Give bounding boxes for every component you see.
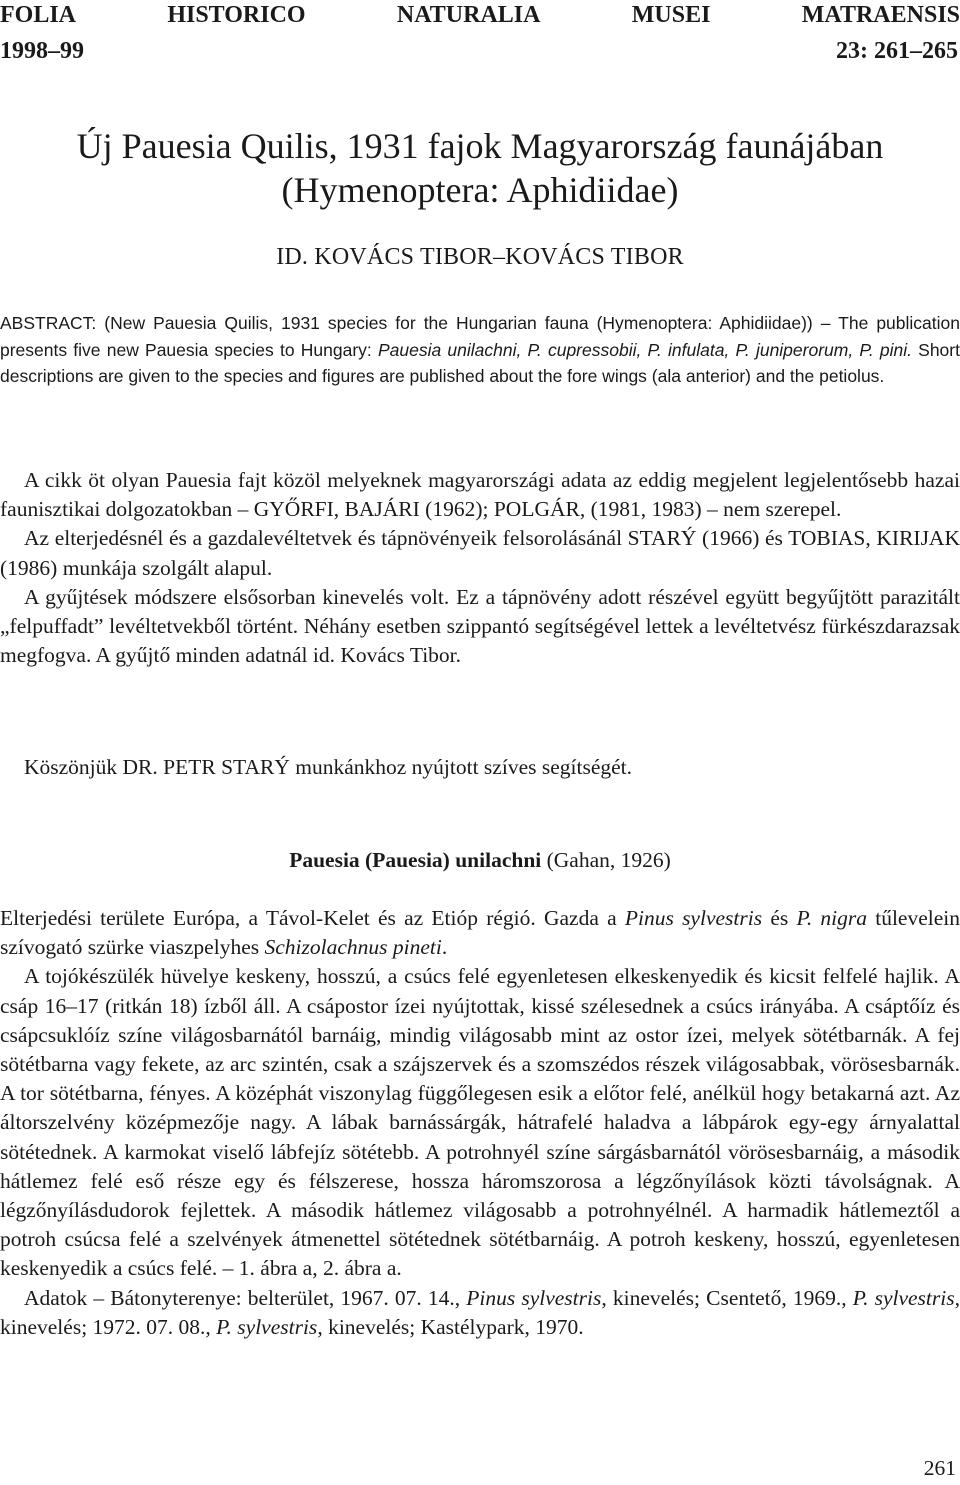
journal-word: HISTORICO — [167, 2, 306, 28]
species-name: Pauesia (Pauesia) unilachni — [289, 848, 542, 872]
title-line-2: (Hymenoptera: Aphidiidae) — [281, 170, 679, 210]
text-run: , kinevelés; 1972. 07. 08., — [0, 1285, 960, 1339]
species-heading — [0, 845, 960, 875]
intro-paragraph-3: A gyűjtések módszere elsősorban kinevelés volt. Ez a tápnövény adott részével együtt begyűjtött parazitált „felpuffadt” levéltetvekből történt. Néhány esetben szippantó segítségével lettek a levéltetvész fürkészdarazsak megfogva. A gyűjtő minden adatnál id. Kovács Tibor. — [0, 584, 960, 668]
taxon-name: Pinus sylvestris — [466, 1285, 602, 1310]
title-line-1: Új Pauesia Quilis, 1931 fajok Magyarország faunájában — [76, 126, 884, 166]
records-paragraph — [0, 1284, 960, 1342]
taxon-name: P. sylvestris — [852, 1285, 955, 1310]
journal-name — [0, 1, 960, 29]
text-run: , kinevelés; Kastélypark, 1970. — [317, 1314, 584, 1339]
text-run: tűlevelein szívogató szürke viaszpelyhes — [0, 906, 960, 960]
issue-info — [0, 36, 958, 66]
journal-word: MUSEI — [631, 2, 711, 28]
text-run: és — [762, 906, 797, 930]
description-paragraph: A tojókészülék hüvelye keskeny, hosszú, a csúcs felé egyenletesen elkeskenyedik és kicsit felfelé hajlik. A csáp 16–17 (ritkán 18) ízből áll. A csápostor ízei nyújtottak, kissé szélesednek a csúcs irányába. A csáptőíz és csápcsuklóíz színe világosbarnától barnáig, mindig világosabb mint az ostor ízei, melyek sötétbarnák. A fej sötétbarna vagy fekete, az arc szintén, csak a szájszervek és a szomszédos részek világosabbak, vörösesbarnák. A tor sötétbarna, fényes. A középhát viszonylag függőlegesen esik a előtor felé, anélkül hogy betakarná azt. Az áltorszelvény középmezője nagy. A lábak barnássárgák, hátrafelé haladva a lábpárok egy-egy árnyalattal sötétednek. A karmokat viselő lábfejíz sötétebb. A potrohnyél színe sárgásbarnától vörösesbarnáig, a második hátlemez felé eső része egy és félszerese, hossza háromszorosa a légzőnyílások közti távolságnak. A légzőnyílásdudorok fejlettek. A második hátlemez világosabb a potrohnyélnél. A harmadik hátlemeztől a potroh csúcsa felé a szelvények átmenettel sötétednek sötétbarnáig. A potroh keskeny, hosszú, egyenletesen keskenyedik a csúcs felé. – 1. ábra a, 2. ábra a. — [0, 964, 960, 1281]
text-run: , kinevelés; Csentető, 1969., — [601, 1285, 853, 1310]
journal-word: FOLIA — [0, 2, 77, 28]
taxon-name: Pinus sylvestris — [624, 906, 763, 930]
issue-years: 1998–99 — [0, 38, 84, 64]
article-title — [0, 124, 960, 212]
journal-word: NATURALIA — [396, 2, 541, 28]
species-author: (Gahan, 1926) — [541, 848, 671, 872]
abstract — [0, 310, 960, 390]
intro-paragraph-2: Az elterjedésnél és a gazdalevéltetvek és tápnövényeik felsorolásánál STARÝ (1966) és TOBIAS, KIRIJAK (1986) munkája szolgált alapul. — [0, 526, 960, 580]
text-run: Elterjedési területe Európa, a Távol-Kelet és az Etióp régió. Gazda a — [0, 906, 625, 930]
introduction — [0, 466, 960, 670]
volume-pages: 23: 261–265 — [836, 38, 958, 64]
species-section — [0, 904, 960, 1342]
text-run: Adatok – Bátonyterenye: belterület, 1967. 07. 14., — [24, 1285, 467, 1310]
authors: ID. KOVÁCS TIBOR–KOVÁCS TIBOR — [276, 244, 684, 270]
journal-word: MATRAENSIS — [801, 2, 960, 28]
page-number: 261 — [923, 1456, 956, 1480]
abstract-text: ABSTRACT: (New Pauesia Quilis, 1931 species for the Hungarian fauna (Hymenoptera: Aphidiidae)) – The publication presents five new Pauesia species to Hungary: — [0, 313, 960, 360]
abstract-species-list: Pauesia unilachni, P. cupressobii, P. infulata, P. juniperorum, P. pini. — [377, 339, 912, 360]
taxon-name: P. sylvestris — [216, 1314, 318, 1339]
intro-paragraph-1: A cikk öt olyan Pauesia fajt közöl melyeknek magyarországi adata az eddig megjelent legjelentősebb hazai faunisztikai dolgozatokban – GYŐRFI, BAJÁRI (1962); POLGÁR, (1981, 1983) – nem szerepel. — [0, 468, 960, 522]
text-run: . — [441, 935, 448, 960]
taxon-name: P. nigra — [796, 906, 867, 930]
abstract-text-end: Short descriptions are given to the species and figures are published about the fore wings (ala anterior) and the petiolus. — [0, 339, 960, 386]
taxon-name: Schizolachnus pineti — [264, 935, 442, 960]
acknowledgement: Köszönjük DR. PETR STARÝ munkánkhoz nyújtott szíves segítségét. — [24, 755, 633, 779]
distribution-paragraph — [0, 904, 960, 962]
